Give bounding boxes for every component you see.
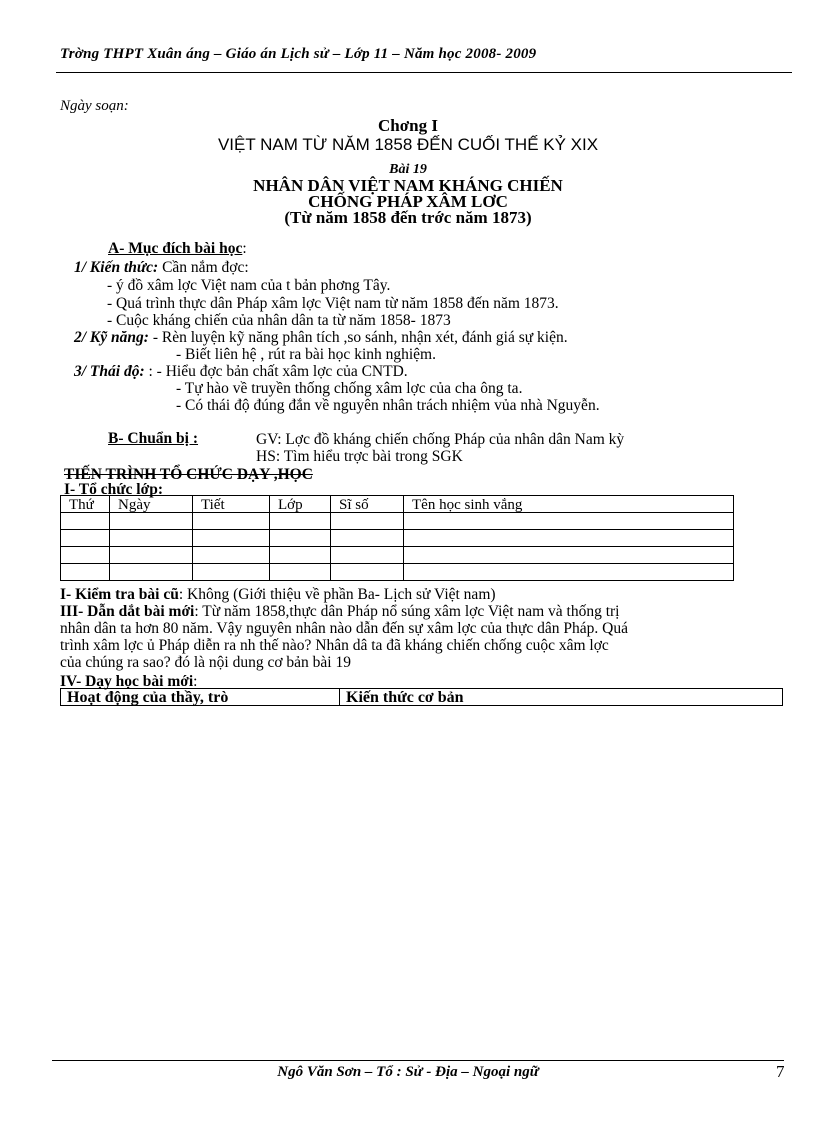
skill-item: - Rèn luyện kỹ năng phân tích ,so sánh, nhận xét, đánh giá sự kiện.: [148, 329, 568, 346]
attitude-line: [74, 363, 408, 381]
col-absent: Tên học sinh vắng: [404, 496, 734, 513]
col-knowledge: Kiến thức cơ bản: [340, 689, 783, 706]
review-text: : Không (Giới thiệu về phần Ba- Lịch sử Việt nam): [178, 586, 496, 603]
skill-label: 2/ Kỹ năng:: [74, 329, 149, 346]
intro-text: : Từ năm 1858,thực dân Pháp nổ súng xâm lợc Việt nam và thống trị: [194, 603, 620, 620]
teaching-header-row: [61, 689, 783, 706]
page-footer: Ngô Văn Sơn – Tổ : Sử - Địa – Ngoại ngữ: [277, 1064, 539, 1080]
knowledge-item: - ý đồ xâm lợc Việt nam của t bản phơng Tây.: [107, 277, 391, 294]
col-period: Tiết: [193, 496, 270, 513]
knowledge-label: 1/ Kiến thức:: [74, 259, 159, 276]
date-label: Ngày soạn:: [60, 98, 129, 114]
teaching-table: [60, 688, 783, 706]
attitude-label: 3/ Thái độ:: [74, 363, 145, 380]
col-day: Thứ: [61, 496, 110, 513]
chapter-title: VIỆT NAM TỪ NĂM 1858 ĐẾN CUỐI THẾ KỶ XIX: [217, 135, 599, 154]
col-date: Ngày: [110, 496, 193, 513]
table-row: [61, 564, 734, 581]
section-a-heading: [108, 240, 247, 258]
section-a-colon: :: [242, 240, 247, 257]
attitude-item: : - Hiểu đợc bản chất xâm lợc của CNTD.: [144, 363, 408, 380]
class-org-heading: I- Tổ chức lớp:: [64, 481, 163, 498]
review-label: I- Kiểm tra bài cũ: [60, 586, 179, 603]
attitude-item: - Tự hào về truyền thống chống xâm lợc của cha ông ta.: [176, 380, 523, 397]
lesson-title-line2: CHỐNG PHÁP XÂM LƠC: [308, 192, 508, 211]
skill-line: [74, 329, 568, 347]
prep-student: HS: Tìm hiểu trợc bài trong SGK: [256, 448, 463, 465]
skill-item: - Biết liên hệ , rút ra bài học kinh nghiệm.: [176, 346, 436, 363]
knowledge-item: - Cuộc kháng chiến của nhân dân ta từ năm 1858- 1873: [107, 312, 451, 329]
process-heading: TIẾN TRÌNH TỔ CHỨC DẠY ,HỌC: [64, 466, 313, 483]
section-a-title: A- Mục đích bài học: [108, 240, 243, 257]
page-header: Trờng THPT Xuân áng – Giáo án Lịch sử – Lớp 11 – Năm học 2008- 2009: [60, 46, 537, 62]
intro-line3: trình xâm lợc ủ Pháp diễn ra nh thế nào? Nhân dâ ta đã kháng chiến chống cuộc xâm lợc: [60, 637, 609, 654]
attitude-item: - Có thái độ đúng đắn về nguyên nhân trách nhiệm vủa nhà Nguyễn.: [176, 397, 600, 414]
attendance-table: [60, 495, 734, 581]
lesson-number: Bài 19: [389, 162, 427, 177]
intro-line2: nhân dân ta hơn 80 năm. Vậy nguyên nhân nào dẫn đến sự xâm lợc của thực dân Pháp. Quá: [60, 620, 628, 637]
table-row: [61, 513, 734, 530]
footer-divider: [52, 1060, 784, 1061]
col-class: Lớp: [270, 496, 331, 513]
review-line: [60, 586, 496, 604]
col-activities: Hoạt động của thầy, trò: [61, 689, 340, 706]
table-header-row: [61, 496, 734, 513]
teaching-colon: :: [193, 673, 198, 690]
page-number: 7: [776, 1062, 785, 1081]
table-row: [61, 547, 734, 564]
intro-label: III- Dẫn dắt bài mới: [60, 603, 195, 620]
table-row: [61, 530, 734, 547]
section-b-heading: B- Chuẩn bị :: [108, 430, 199, 447]
lesson-title-line3: (Từ năm 1858 đến trớc năm 1873): [284, 208, 532, 227]
lesson-title-line1: NHÂN DÂN VIỆT NAM KHÁNG CHIẾN: [253, 176, 563, 195]
teaching-heading: IV- Dạy học bài mới: [60, 673, 194, 690]
chapter-label: Chơng I: [378, 116, 438, 135]
knowledge-item: - Quá trình thực dân Pháp xâm lợc Việt nam từ năm 1858 đến năm 1873.: [107, 295, 559, 312]
intro-line4: của chúng ra sao? đó là nội dung cơ bản bài 19: [60, 654, 351, 671]
intro-line1: [60, 603, 620, 621]
prep-teacher: GV: Lợc đồ kháng chiến chống Pháp của nhân dân Nam kỳ: [256, 431, 625, 448]
col-count: Sĩ số: [331, 496, 404, 513]
header-divider: [56, 72, 792, 73]
knowledge-line: [74, 259, 249, 277]
knowledge-intro: Cần nắm đợc:: [158, 259, 249, 276]
